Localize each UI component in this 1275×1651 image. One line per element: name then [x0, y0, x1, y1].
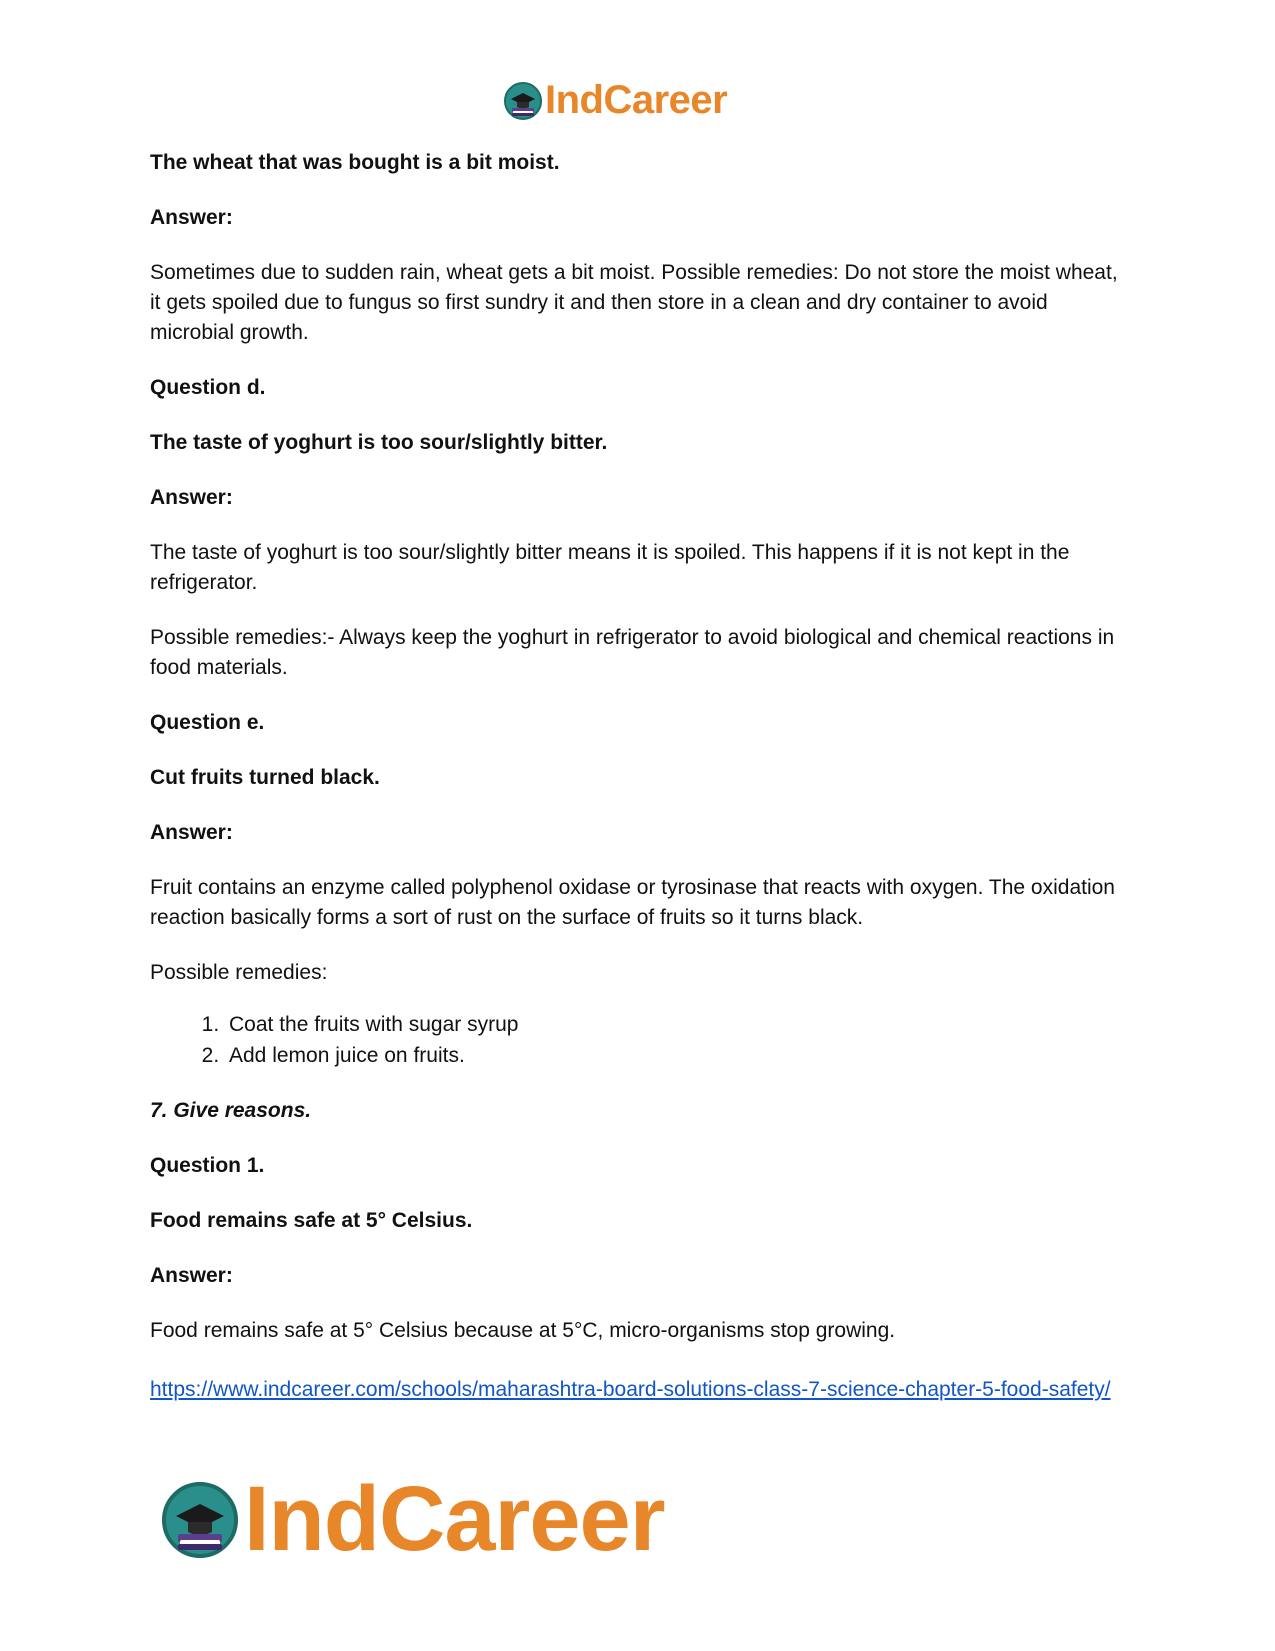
document-body	[150, 148, 1130, 1408]
question-heading: Question 1.	[150, 1154, 265, 1177]
section-heading: 7. Give reasons.	[150, 1099, 312, 1122]
answer-text: Possible remedies:- Always keep the yoghurt in refrigerator to avoid biological and chemical reactions in food materials.	[150, 626, 1115, 679]
question-heading: Question e.	[150, 711, 265, 734]
question-heading: Question d.	[150, 376, 266, 399]
answer-text: The taste of yoghurt is too sour/slightly bitter means it is spoiled. This happens if it is not kept in the refrigerator.	[150, 541, 1070, 594]
answer-text: Fruit contains an enzyme called polyphenol oxidase or tyrosinase that reacts with oxygen. The oxidation reaction basically forms a sort of rust on the surface of fruits so it turns black.	[150, 876, 1115, 929]
answer-label: Answer:	[150, 821, 233, 844]
indcareer-logo-bottom	[160, 1467, 665, 1572]
answer-label: Answer:	[150, 486, 233, 509]
brand-name: IndCareer	[545, 78, 728, 122]
brand-name: IndCareer	[244, 1468, 665, 1570]
source-link[interactable]: https://www.indcareer.com/schools/maharashtra-board-solutions-class-7-science-chapter-5-food-safety/	[150, 1378, 1111, 1401]
list-item: 1. Coat the fruits with sugar syrup	[225, 1009, 1130, 1040]
indcareer-logo-top	[503, 78, 727, 123]
answer-label: Answer:	[150, 206, 233, 229]
question-text: Food remains safe at 5° Celsius.	[150, 1209, 473, 1232]
question-text: The taste of yoghurt is too sour/slightly bitter.	[150, 431, 608, 454]
question-text: Cut fruits turned black.	[150, 766, 380, 789]
remedies-list	[150, 1009, 1130, 1071]
graduation-cap-book-globe-icon	[503, 81, 543, 121]
answer-text: Sometimes due to sudden rain, wheat gets a bit moist. Possible remedies: Do not store the moist wheat, it gets spoiled due to fungus so first sundry it and then store in a clean and dry container to avoid microbial growth.	[150, 261, 1118, 344]
remedies-label: Possible remedies:	[150, 961, 328, 984]
question-text: The wheat that was bought is a bit moist.	[150, 151, 560, 174]
list-item: 2. Add lemon juice on fruits.	[225, 1040, 1130, 1071]
answer-text: Food remains safe at 5° Celsius because at 5°C, micro-organisms stop growing.	[150, 1319, 896, 1342]
graduation-cap-book-globe-icon	[160, 1480, 240, 1560]
answer-label: Answer:	[150, 1264, 233, 1287]
